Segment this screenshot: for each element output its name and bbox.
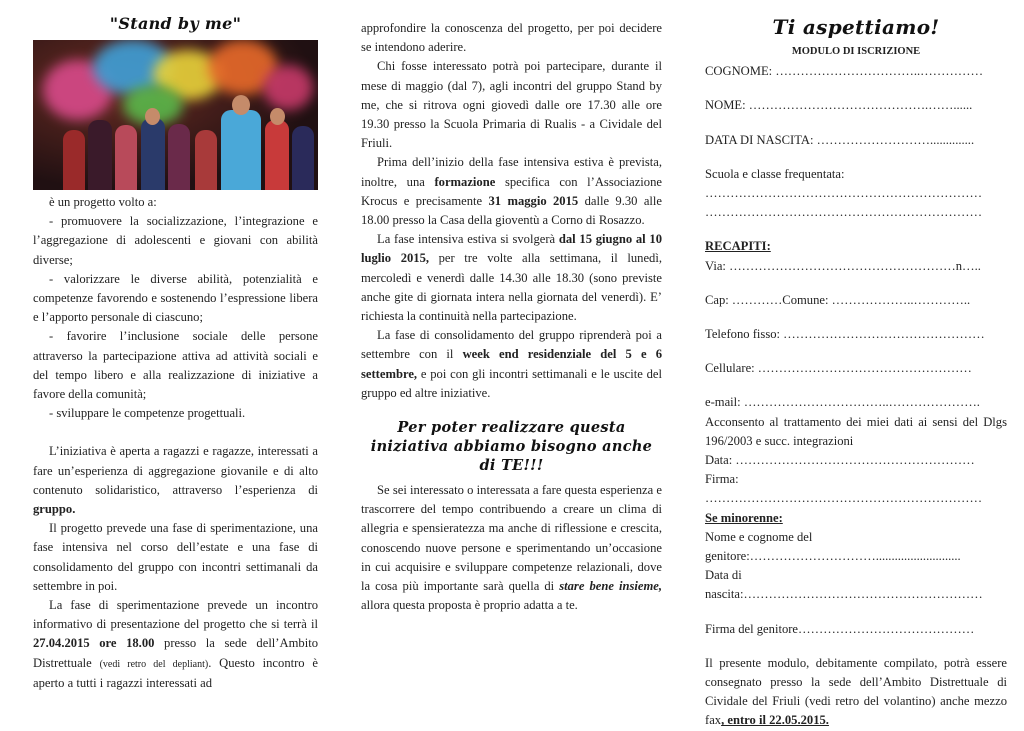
birthdate-field[interactable]: DATA DI NASCITA: ……………………….............. — [705, 132, 975, 147]
paragraph: Chi fosse interessato potrà poi partecipare, durante il mese di maggio (dal 7), agli incontri del gruppo Stand by me, che si ritrova ogni giovedì dalle ore 17.30 alle ore 19.30 presso la Scuola Primaria di Rualis - a Cividale del Friuli. — [361, 59, 662, 151]
parent-birth-label: Data di — [705, 568, 742, 583]
call-to-action-title: Per poter realizzare questa iniziativa abbiamo bisogno anche di TE!!! — [370, 419, 653, 475]
signature-field[interactable]: ………………………………………………………… — [705, 491, 983, 506]
submission-note: Il presente modulo, debitamente compilato, potrà essere consegnato presso la sede dell’Ambito Distrettuale di Cividale del Friuli (vedi retro del volantino) anche mezzo fax, entro il 22.05.2015. — [705, 655, 1007, 728]
mobile-field[interactable]: Cellulare: …………………………………………… — [705, 361, 972, 376]
signature-label: Firma: — [705, 472, 739, 487]
column-middle — [361, 0, 662, 615]
surname-field[interactable]: COGNOME: ……………………………..…………… — [705, 64, 984, 79]
parent-label: Nome e cognome del — [705, 529, 813, 544]
column-left — [33, 0, 318, 693]
paragraph: L’iniziativa è aperta a ragazzi e ragazze, interessati a fare un’esperienza di aggregazione giovanile e di alto contenuto solidaristico, attraverso l’esperienza di gruppo. — [33, 444, 318, 517]
goal-item: - valorizzare le diverse abilità, potenzialità e competenze favorendo e sostenendo l’espressione libera e l’apporto personale di ciascuno; — [33, 271, 318, 325]
phone-field[interactable]: Telefono fisso: ………………………………………… — [705, 327, 985, 342]
paragraph: La fase intensiva estiva si svolgerà dal 15 giugno al 10 luglio 2015, per tre volte alla settimana, il lunedì, mercoledì e venerdì dalle 14.30 alle 18.30 (sono previste anche gite di giornata intera nella giornata del venerdì). E’ richiesta la continuità nella partecipazione. — [361, 232, 662, 324]
school-field[interactable]: ………………………………………………………… — [705, 205, 983, 220]
form-title: MODULO DI ISCRIZIONE — [791, 46, 921, 57]
email-field[interactable]: e-mail: ……………………………..…………………. — [705, 395, 980, 410]
parent-signature-field[interactable]: Firma del genitore…………………………………… — [705, 621, 975, 636]
school-label: Scuola e classe frequentata: — [705, 166, 845, 181]
paragraph: Il progetto prevede una fase di sperimentazione, una fase intensiva nel corso dell’estate e una fase di consolidamento del gruppo con incontri settimanali da settembre in poi. — [33, 521, 318, 593]
date-field[interactable]: Data: ………………………………………………… — [705, 453, 975, 468]
paragraph: La fase di consolidamento del gruppo riprenderà poi a settembre con il week end residenziale del 5 e 6 settembre, e poi con gli incontri settimanali e le uscite del gruppo ed altre iniziative. — [361, 328, 662, 400]
column-right — [705, 0, 1007, 731]
intro-text: è un progetto volto a: — [49, 195, 157, 209]
parent-name-field[interactable]: genitore:…………………………........................... — [705, 549, 961, 564]
paragraph: Prima dell’inizio della fase intensiva estiva è prevista, inoltre, una formazione specifica con l’Associazione Krocus e precisamente 31 maggio 2015 dalle 9.30 alle 18.00 presso la Casa della gioventù a Corno di Rosazzo. — [361, 155, 662, 228]
cap-city-field[interactable]: Cap: …………Comune: ………………..………….. — [705, 292, 971, 307]
paragraph: approfondire la conoscenza del progetto, per poi decidere se intendono aderire. — [361, 21, 662, 55]
group-photo — [33, 40, 318, 190]
project-title: "Stand by me" — [109, 14, 242, 33]
name-field[interactable]: NOME: …………………………………….……...... — [705, 98, 973, 113]
paragraph: La fase di sperimentazione prevede un incontro informativo di presentazione del progetto che si terrà il 27.04.2015 ore 18.00 presso la sede dell’Ambito Distrettuale (vedi retro del depliant). Questo incontro è aperto a tutti i ragazzi interessati ad — [33, 598, 318, 690]
parent-birth-field[interactable]: nascita:………………………………………………… — [705, 587, 983, 602]
goal-item: - promuovere la socializzazione, l’integrazione e l’aggregazione di adolescenti e giovani con abilità diverse; — [33, 214, 318, 267]
minor-heading: Se minorenne: — [705, 510, 783, 525]
street-field[interactable]: Via: ………………………………………………n….. — [705, 258, 981, 273]
contacts-heading: RECAPITI: — [705, 239, 771, 254]
paragraph: Se sei interessato o interessata a fare questa esperienza e trascorrere del tempo contribuendo a creare un clima di allegria e spensieratezza ma anche di riflessione e crescita, conoscendo nuove persone e sperimentando un’occasione in cui acquisire e sviluppare competenze relazionali, dove la cosa più importante sarà quella di stare bene insieme, allora questa proposta è proprio adatta a te. — [361, 483, 662, 613]
goal-item: - favorire l’inclusione sociale delle persone attraverso la partecipazione attiva ad attività sociali e del tempo libero e alla realizzazione di iniziative a favore della comunità; — [33, 329, 318, 402]
goal-item: - sviluppare le competenze progettuali. — [49, 406, 246, 421]
consent-text: Acconsento al trattamento dei miei dati ai sensi del Dlgs 196/2003 e succ. integrazioni — [705, 414, 1007, 448]
school-field[interactable]: ………………………………………………………… — [705, 186, 983, 201]
form-heading: Ti aspettiamo! — [772, 15, 940, 39]
